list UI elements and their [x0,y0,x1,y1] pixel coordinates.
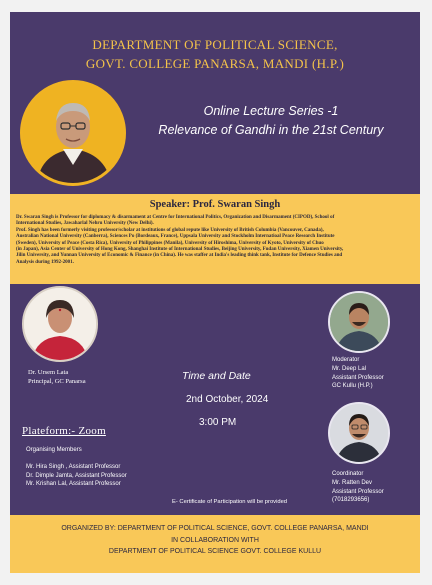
speaker-bio [16,215,414,266]
organising-member: Mr. Hira Singh , Assistant Professor [26,463,121,470]
moderator-title: Moderator [332,357,360,363]
bio-line: International Studies, Jawaharlal Nehru University (New Delhi). [16,221,154,227]
principal-caption [28,368,86,386]
footer-line1: ORGANIZED BY: DEPARTMENT OF POLITICAL SCIENCE, GOVT. COLLEGE PANARSA, MANDI [61,525,369,532]
principal-photo [22,286,98,362]
organising-members [26,446,127,489]
speaker-heading: Speaker: Prof. Swaran Singh [149,199,281,210]
footer-line3: DEPARTMENT OF POLITICAL SCIENCE GOVT. COLLEGE KULLU [108,548,322,555]
coordinator-role: Assistant Professor [332,488,384,495]
speaker-photo [20,80,126,186]
department-title-line1: DEPARTMENT OF POLITICAL SCIENCE, [92,37,338,52]
moderator-name: Mr. Deep Lal [332,365,367,372]
department-title-line2: GOVT. COLLEGE PANARSA, MANDI (H.P.) [85,56,345,71]
bio-line: (Sweden), University of Peace (Costa Rica), University of Philippines (Manila), University of Hiroshima, University of Kyoto, University of Chuo [16,240,324,246]
principal-name: Dr. Ursem Lata [28,369,69,376]
coordinator-photo [328,402,390,464]
moderator-role: Assistant Professor [332,374,384,381]
platform-label: Plateform:- Zoom [22,425,106,437]
poster [10,12,420,573]
coordinator-info [332,470,384,505]
organising-member: Mr. Krishan Lal, Assistant Professor [26,481,121,488]
principal-role: Principal, GC Panarsa [28,378,86,385]
event-time: 3:00 PM [199,417,237,428]
footer-line2: IN COLLABORATION WITH [171,536,259,544]
lecture-topic: Relevance of Gandhi in the 21st Century [158,123,384,137]
lecture-series-title: Online Lecture Series -1 [203,104,339,118]
time-date-title: Time and Date [182,370,251,382]
footer-band [10,515,420,573]
moderator-info [332,356,384,391]
speaker-band [10,194,420,284]
organising-title: Organising Members [26,447,82,453]
event-date: 2nd October, 2024 [186,394,269,405]
bio-line: Prof. Singh has been formerly visiting professor/scholar at institutions of global repute like University of British Columbia (Vancouver, Canada), [16,227,324,233]
coordinator-name: Mr. Ratten Dev [332,479,373,486]
coordinator-title: Coordinator [332,471,364,477]
bio-line: Australian National University (Canberra), Sciences Po (Bordeaux, France), Uppsala University and Stockholm Internatioal Peace Research Institute [16,234,335,240]
bio-line: Jilin University, and Yunnan University of Economic & Finance (in China). He was staffer at India's leading think tank, Institute for Defence Studies and [16,253,343,259]
organising-member: Dr. Dimple Jamta, Assistant Professor [26,472,127,479]
coordinator-phone: (7018293656) [332,497,370,504]
moderator-place: GC Kullu (H.P.) [332,383,373,390]
bio-line: Analysis during 1992-2001. [16,259,74,265]
bio-line: Dr. Swaran Singh is Professor for diplomacy & disarmament at Centre for International Politics, Organization and Disarmament (CIPOD), School of [16,215,335,220]
bio-line: (in Japan), Asia Center of University of Hong Kong, Shanghai Institute of International Studies, Beijing University, Fudan University, Xiamen University, [16,247,344,253]
moderator-photo [328,291,390,353]
certificate-note: E- Certificate of Participation will be provided [172,499,288,505]
